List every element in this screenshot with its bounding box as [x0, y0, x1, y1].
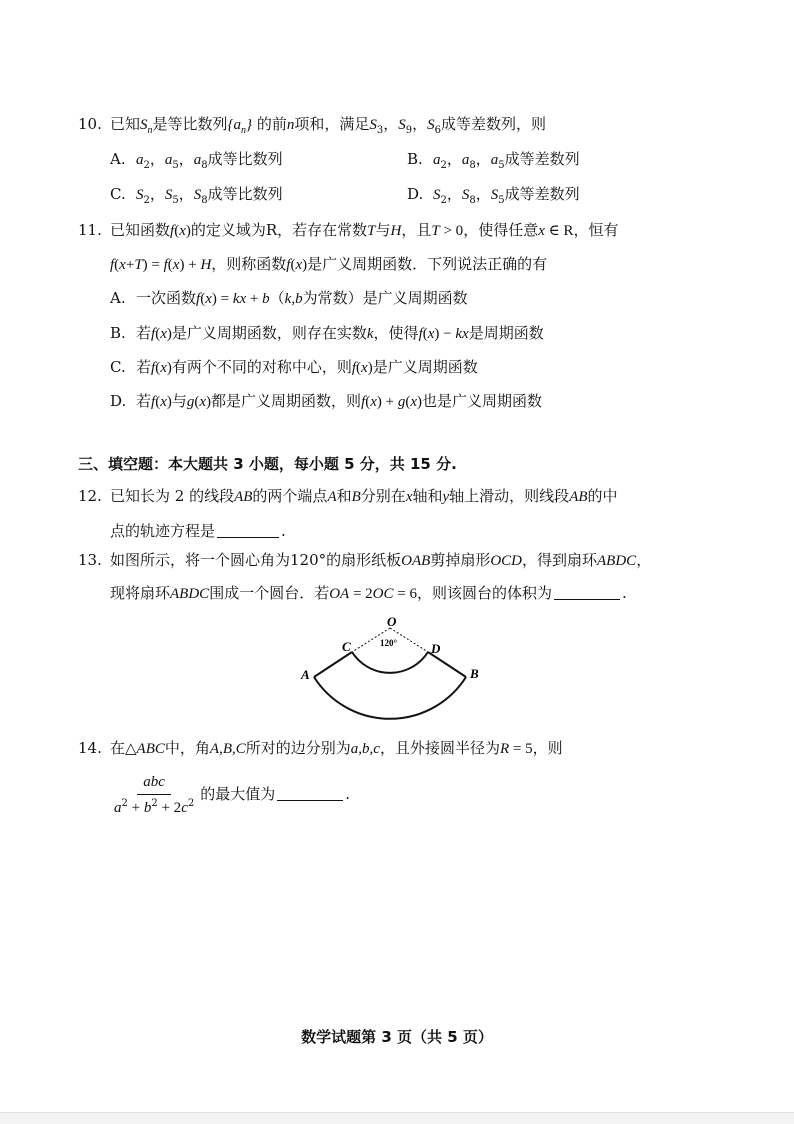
fraction: $\frac{\text{abc}}{a^2 + b^2 + 2c^2}$ — [114, 774, 195, 816]
label-b: B — [470, 666, 479, 681]
q10-option-c: C. $S_2$，$S_5$，$S_8$成等比数列 — [110, 185, 283, 206]
answer-blank — [277, 786, 343, 801]
outer-arc — [314, 677, 466, 719]
q11-option-b: B. 若f(x)是广义周期函数，则存在实数k，使得f(x) − kx是周期函数 — [110, 324, 544, 342]
inner-arc — [352, 652, 428, 673]
label-o: O — [387, 614, 397, 629]
q14-stem-line2: $\frac{\text{abc}}{a^2 + b^2 + 2c^2}$ 的最大值为 . — [110, 772, 350, 818]
q12-stem-line2: 点的轨迹方程是 . — [110, 522, 286, 540]
sector-ring-figure — [290, 612, 490, 727]
label-d: D — [431, 641, 441, 656]
q11-option-a: A. 一次函数f(x) = kx + b（k,b为常数）是广义周期函数 — [110, 289, 468, 307]
page-footer: 数学试题第 3 页（共 5 页） — [301, 1028, 493, 1046]
question-number: 10. — [78, 115, 102, 133]
q13-stem-line2: 现将扇环ABDC围成一个圆台．若OA = 2OC = 6，则该圆台的体积为 . — [110, 584, 627, 602]
q11-stem-line2: f(x+T) = f(x) + H，则称函数f(x)是广义周期函数．下列说法正确的有 — [110, 255, 548, 273]
page-bottom-edge — [0, 1112, 794, 1124]
q11-stem-line1: 11. 已知函数f(x)的定义域为R，若存在常数T与H，且T > 0，使得任意x ∈ R，恒有 — [78, 221, 619, 239]
answer-blank — [217, 523, 279, 538]
q10-option-b: B. $a_2$，$a_8$，$a_5$成等差数列 — [407, 150, 580, 171]
q10-option-d: D. $S_2$，$S_8$，$S_5$成等差数列 — [407, 185, 580, 206]
q12-stem-line1: 12. 已知长为 2 的线段AB的两个端点A和B分别在x轴和y轴上滑动，则线段AB的中 — [78, 487, 618, 505]
question-number: 13. — [78, 551, 102, 569]
label-c: C — [342, 639, 351, 654]
angle-label: 120° — [380, 638, 398, 648]
segment-ca — [314, 652, 352, 677]
section-header: 三、填空题：本大题共 3 小题，每小题 5 分，共 15 分. — [78, 455, 457, 473]
question-number: 14. — [78, 739, 102, 757]
q10-stem: 10. 已知$S_n$是等比数列$\{a_n\}$ 的前n项和，满足$S_3$，$S_9$，$S_6$成等差数列，则 — [78, 115, 547, 136]
q11-option-d: D. 若f(x)与g(x)都是广义周期函数，则f(x) + g(x)也是广义周期函数 — [110, 392, 543, 410]
question-number: 11. — [78, 221, 102, 239]
label-a: A — [301, 667, 310, 682]
q11-option-c: C. 若f(x)有两个不同的对称中心，则f(x)是广义周期函数 — [110, 358, 478, 376]
answer-blank — [554, 585, 620, 600]
question-number: 12. — [78, 487, 102, 505]
q14-stem-line1: 14. 在△ABC中，角A,B,C所对的边分别为a,b,c，且外接圆半径为R = 5，则 — [78, 739, 563, 757]
q13-stem-line1: 13. 如图所示，将一个圆心角为120°的扇形纸板OAB剪掉扇形OCD，得到扇环ABDC， — [78, 551, 652, 569]
q10-option-a: A. $a_2$，$a_5$，$a_8$成等比数列 — [110, 150, 283, 171]
